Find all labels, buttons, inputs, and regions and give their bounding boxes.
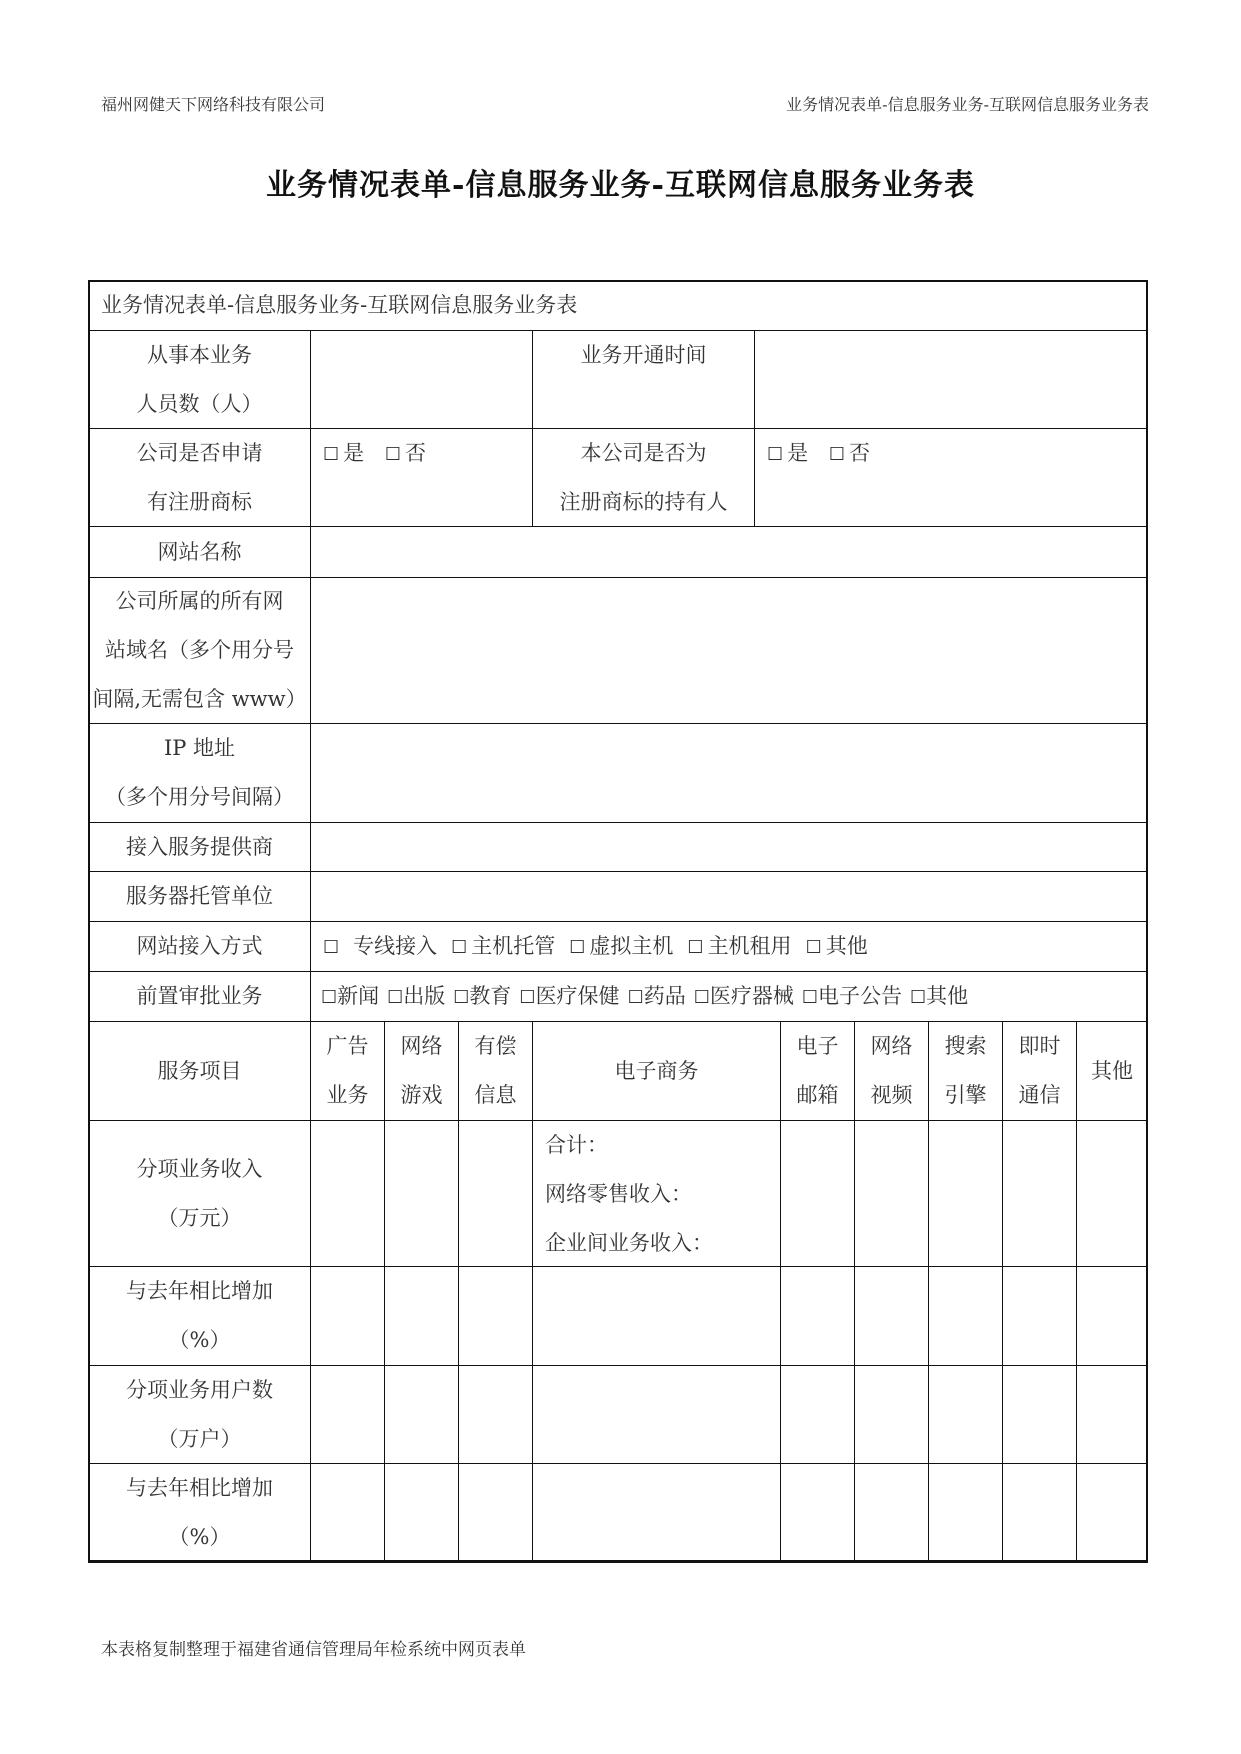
- access-mode-label-text: 网站接入方式: [136, 934, 263, 958]
- checkbox-icon: ☐: [801, 986, 818, 1008]
- metric-input-cell[interactable]: [854, 1365, 929, 1464]
- metric-input-cell[interactable]: [532, 1365, 781, 1464]
- checkbox-icon: ☐: [693, 986, 710, 1008]
- pre-approval-option[interactable]: ☐出版: [387, 983, 446, 1008]
- pre-approval-option[interactable]: ☐新闻: [321, 983, 380, 1008]
- metric-input-cell[interactable]: [928, 1266, 1003, 1366]
- metric-input-cell[interactable]: [310, 1266, 385, 1366]
- table-caption: [88, 280, 1148, 331]
- domains-label: [88, 577, 311, 724]
- staff-count-label-line1: 从事本业务: [147, 343, 252, 367]
- access-mode-option[interactable]: ☐ 专线接入: [323, 933, 438, 958]
- service-col-ads: 广告 业务: [310, 1021, 385, 1121]
- metric-input-cell[interactable]: [928, 1365, 1003, 1464]
- services-label: [88, 1021, 311, 1121]
- metric-row-label-line1: 分项业务收入: [136, 1156, 263, 1181]
- footer-note: 本表格复制整理于福建省通信管理局年检系统中网页表单: [101, 1640, 526, 1660]
- checkbox-icon: ☐: [805, 936, 822, 958]
- metric-row-label-line2: （%）: [168, 1328, 231, 1352]
- domains-label-line3: 间隔,无需包含 www）: [92, 687, 307, 711]
- metric-input-cell[interactable]: [384, 1365, 459, 1464]
- checkbox-icon: ☐: [387, 986, 404, 1008]
- service-col-paid-info: 有偿 信息: [458, 1021, 533, 1121]
- hosting-unit-field[interactable]: [310, 871, 1148, 922]
- metric-input-cell[interactable]: [1076, 1120, 1148, 1267]
- ip-label-line2: （多个用分号间隔）: [105, 785, 294, 809]
- metric-row-label-line2: （万元）: [157, 1205, 242, 1230]
- access-provider-field[interactable]: [310, 822, 1148, 872]
- metric-row-label: [88, 1266, 311, 1366]
- metric-input-cell[interactable]: [780, 1120, 855, 1267]
- service-col-ecommerce: 电子商务: [532, 1021, 781, 1121]
- checkbox-icon: ☐: [627, 986, 644, 1008]
- pre-approval-option[interactable]: ☐其他: [909, 983, 969, 1008]
- staff-count-label: [88, 330, 311, 429]
- service-col-other: 其他: [1076, 1021, 1148, 1121]
- checkbox-icon: ☐: [384, 444, 401, 465]
- staff-count-label-line2: 人员数（人）: [136, 392, 263, 416]
- ip-field[interactable]: [310, 723, 1148, 823]
- page-title: 业务情况表单-信息服务业务-互联网信息服务业务表: [266, 168, 975, 203]
- access-mode-option[interactable]: ☐ 虚拟主机: [569, 933, 674, 958]
- trademark-applied-line1: 公司是否申请: [136, 441, 263, 465]
- metric-input-cell[interactable]: [1002, 1120, 1077, 1267]
- metric-input-cell[interactable]: [780, 1463, 855, 1563]
- trademark-holder-no[interactable]: ☐ 否: [828, 441, 870, 465]
- service-col-search: 搜索 引擎: [928, 1021, 1003, 1121]
- metric-input-cell[interactable]: [854, 1266, 929, 1366]
- ip-label-line1: IP 地址: [163, 736, 236, 760]
- metric-input-cell[interactable]: [310, 1365, 385, 1464]
- metric-input-cell[interactable]: [1076, 1266, 1148, 1366]
- access-mode-option[interactable]: ☐ 主机托管: [451, 933, 556, 958]
- domains-field[interactable]: [310, 577, 1148, 724]
- metric-input-cell[interactable]: [384, 1266, 459, 1366]
- staff-count-field[interactable]: [310, 330, 533, 429]
- access-mode-option[interactable]: ☐ 主机租用: [687, 933, 792, 958]
- pre-approval-option[interactable]: ☐教育: [453, 983, 512, 1008]
- metric-input-cell[interactable]: [928, 1120, 1003, 1267]
- metric-row-label-line1: 分项业务用户数: [126, 1377, 273, 1402]
- checkbox-icon: ☐: [519, 986, 536, 1008]
- service-col-email: 电子 邮箱: [780, 1021, 855, 1121]
- access-mode-label: [88, 921, 311, 972]
- open-time-field[interactable]: [754, 330, 1148, 429]
- hosting-unit-label: [88, 871, 311, 922]
- ecommerce-income-label: 网络零售收入：: [545, 1182, 692, 1206]
- services-label-text: 服务项目: [157, 1058, 242, 1083]
- metric-input-cell[interactable]: [780, 1266, 855, 1366]
- metric-input-cell[interactable]: [310, 1120, 385, 1267]
- hosting-unit-label-text: 服务器托管单位: [126, 884, 273, 908]
- pre-approval-option[interactable]: ☐医疗器械: [693, 983, 794, 1008]
- metric-input-cell[interactable]: [458, 1266, 533, 1366]
- checkbox-icon: ☐: [909, 986, 927, 1008]
- metric-input-cell[interactable]: [1002, 1365, 1077, 1464]
- checkbox-icon: ☐: [687, 936, 704, 958]
- metric-input-cell[interactable]: [532, 1266, 781, 1366]
- metric-input-cell[interactable]: [458, 1463, 533, 1563]
- checkbox-icon: ☐: [569, 936, 586, 958]
- trademark-applied-label: [88, 428, 311, 527]
- trademark-applied-line2: 有注册商标: [147, 490, 252, 514]
- trademark-applied-yes[interactable]: ☐ 是: [323, 441, 365, 465]
- pre-approval-option[interactable]: ☐药品: [627, 983, 686, 1008]
- ecommerce-income-label: 企业间业务收入：: [545, 1231, 713, 1255]
- metric-input-cell[interactable]: [384, 1463, 459, 1563]
- ip-label: [88, 723, 311, 823]
- metric-row-label-line2: （%）: [168, 1525, 231, 1549]
- metric-input-cell[interactable]: [854, 1463, 929, 1563]
- metric-input-cell[interactable]: [532, 1120, 781, 1267]
- metric-input-cell[interactable]: [1076, 1463, 1148, 1563]
- metric-row-label: [88, 1463, 311, 1563]
- pre-approval-option[interactable]: ☐电子公告: [801, 983, 902, 1008]
- metric-input-cell[interactable]: [458, 1365, 533, 1464]
- metric-input-cell[interactable]: [1002, 1463, 1077, 1563]
- metric-input-cell[interactable]: [532, 1463, 781, 1563]
- trademark-holder-line1: 本公司是否为: [580, 441, 707, 465]
- metric-row-label-line1: 与去年相比增加: [126, 1279, 273, 1303]
- trademark-applied-no[interactable]: ☐ 否: [384, 441, 426, 465]
- checkbox-icon: ☐: [323, 444, 340, 465]
- checkbox-icon: ☐: [453, 986, 470, 1008]
- trademark-holder-options: [754, 428, 1148, 527]
- metric-input-cell[interactable]: [1002, 1266, 1077, 1366]
- metric-input-cell[interactable]: [780, 1365, 855, 1464]
- header-doc-name: 业务情况表单-信息服务业务-互联网信息服务业务表: [786, 95, 1149, 114]
- access-mode-option[interactable]: ☐ 其他: [805, 933, 868, 958]
- metric-input-cell[interactable]: [458, 1120, 533, 1267]
- pre-approval-option[interactable]: ☐医疗保健: [519, 983, 620, 1008]
- pre-approval-options: [310, 971, 1148, 1022]
- access-mode-options: [310, 921, 1148, 972]
- access-provider-label: [88, 822, 311, 872]
- service-col-im: 即时 通信: [1002, 1021, 1077, 1121]
- domains-label-line1: 公司所属的所有网: [115, 589, 284, 613]
- table-caption-text: 业务情况表单-信息服务业务-互联网信息服务业务表: [101, 293, 578, 317]
- checkbox-icon: ☐: [321, 986, 338, 1008]
- domains-label-line2: 站域名（多个用分号: [105, 638, 294, 662]
- service-col-video: 网络 视频: [854, 1021, 929, 1121]
- open-time-label: [532, 330, 755, 429]
- metric-input-cell[interactable]: [928, 1463, 1003, 1563]
- site-name-label-text: 网站名称: [157, 539, 242, 564]
- header-company: 福州网健天下网络科技有限公司: [101, 95, 326, 114]
- metric-row-label-line2: （万户）: [157, 1426, 242, 1451]
- open-time-label-text: 业务开通时间: [580, 343, 707, 367]
- access-provider-label-text: 接入服务提供商: [126, 834, 273, 859]
- metric-row-label-line1: 与去年相比增加: [126, 1476, 273, 1500]
- metric-row-label: [88, 1120, 311, 1267]
- metric-row-label: [88, 1365, 311, 1464]
- trademark-holder-line2: 注册商标的持有人: [559, 490, 728, 514]
- checkbox-icon: ☐: [451, 936, 468, 958]
- business-form-table: [88, 280, 1148, 1562]
- metric-input-cell[interactable]: [310, 1463, 385, 1563]
- pre-approval-label: [88, 971, 311, 1022]
- pre-approval-label-text: 前置审批业务: [136, 984, 263, 1008]
- service-col-games: 网络 游戏: [384, 1021, 459, 1121]
- site-name-field[interactable]: [310, 526, 1148, 578]
- site-name-label: [88, 526, 311, 578]
- checkbox-icon: ☐: [323, 936, 340, 958]
- metric-input-cell[interactable]: [384, 1120, 459, 1267]
- metric-input-cell[interactable]: [1076, 1365, 1148, 1464]
- trademark-holder-yes[interactable]: ☐ 是: [767, 441, 809, 465]
- trademark-applied-options: [310, 428, 533, 527]
- checkbox-icon: ☐: [828, 444, 845, 465]
- metric-input-cell[interactable]: [854, 1120, 929, 1267]
- trademark-holder-label: [532, 428, 755, 527]
- checkbox-icon: ☐: [767, 444, 784, 465]
- ecommerce-income-label: 合计：: [545, 1133, 608, 1157]
